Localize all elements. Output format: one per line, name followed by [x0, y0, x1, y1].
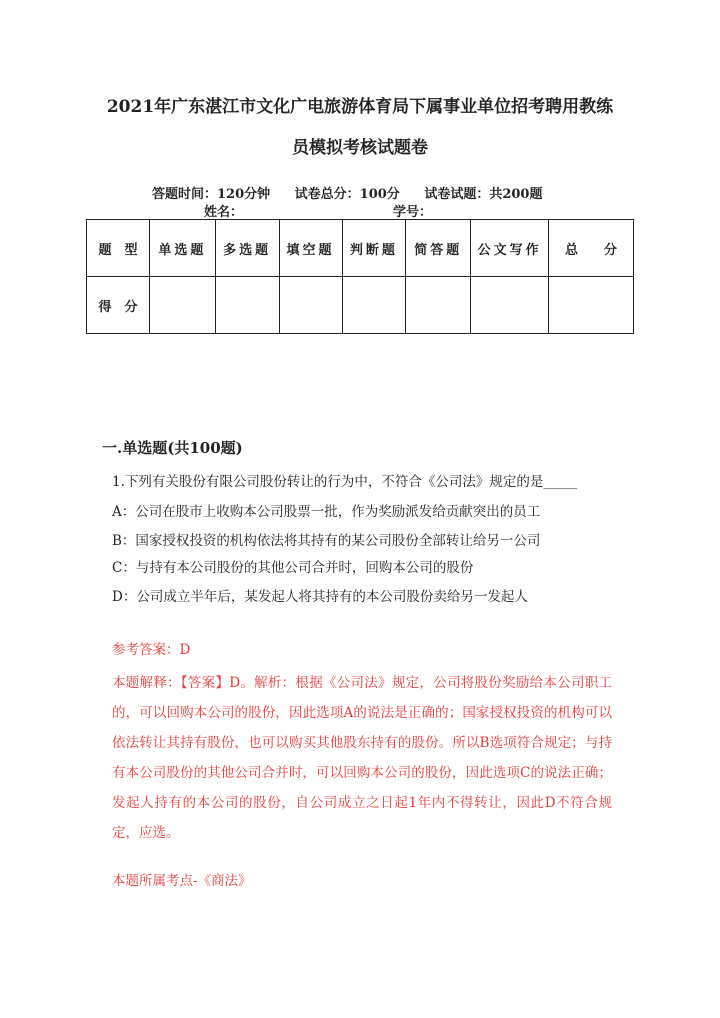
- exam-total-score: 试卷总分：100分: [294, 187, 400, 202]
- section-title: 一.单选题(共100题): [102, 439, 243, 457]
- header-fill-blank: 填空题: [279, 220, 342, 277]
- exam-time: 答题时间：120分钟: [152, 187, 271, 202]
- header-official-writing: 公文写作: [471, 220, 549, 277]
- option-b: B：国家授权投资的机构依法将其持有的某公司股份全部转让给另一公司: [112, 533, 541, 549]
- name-label: 姓名：: [204, 205, 244, 220]
- option-a: A：公司在股市上收购本公司股票一批，作为奖励派发给贡献突出的员工: [112, 504, 541, 520]
- option-c: C：与持有本公司股份的其他公司合并时，回购本公司的股份: [112, 560, 474, 576]
- topic-label: 本题所属考点-《商法》: [112, 873, 252, 889]
- score-cell[interactable]: [549, 277, 634, 334]
- header-question-type: 题 型: [87, 220, 150, 277]
- score-cell[interactable]: [471, 277, 549, 334]
- header-short-answer: 简答题: [406, 220, 471, 277]
- doc-title-line2: 员模拟考核试题卷: [292, 138, 428, 158]
- question-stem: 1.下列有关股份有限公司股份转让的行为中，不符合《公司法》规定的是_____: [112, 474, 578, 490]
- score-cell[interactable]: [279, 277, 342, 334]
- doc-title-line1: 2021年广东湛江市文化广电旅游体育局下属事业单位招考聘用教练: [106, 97, 614, 117]
- student-info: [204, 201, 550, 220]
- score-label: 得 分: [87, 277, 150, 334]
- score-cell[interactable]: [342, 277, 406, 334]
- header-total: 总 分: [549, 220, 634, 277]
- reference-answer: 参考答案：D: [112, 642, 191, 658]
- header-single-choice: 单选题: [149, 220, 215, 277]
- header-true-false: 判断题: [342, 220, 406, 277]
- exam-question-count: 试卷试题：共200题: [424, 187, 543, 202]
- option-d: D：公司成立半年后，某发起人将其持有的本公司股份卖给另一发起人: [112, 589, 528, 605]
- score-table: [86, 219, 634, 334]
- score-table-score-row: [87, 277, 634, 334]
- score-cell[interactable]: [215, 277, 279, 334]
- exam-meta: [152, 183, 562, 202]
- score-cell[interactable]: [149, 277, 215, 334]
- answer-explanation: 本题解释：【答案】D。解析：根据《公司法》规定，公司将股份奖励给本公司职工的，可以回购本公司的股份，因此选项A的说法是正确的；国家授权投资的机构可以依法转让其持有股份，也可以购买其他股东持有的股份。所以B选项符合规定；与持有本公司股份的其他公司合并时，可以回购本公司的股份，因此选项C的说法正确；发起人持有的本公司的股份，自公司成立之日起1年内不得转让，因此D不符合规定，应选。: [112, 675, 612, 841]
- score-table-header-row: [87, 220, 634, 277]
- student-id-label: 学号：: [393, 205, 433, 220]
- header-multiple-choice: 多选题: [215, 220, 279, 277]
- score-cell[interactable]: [406, 277, 471, 334]
